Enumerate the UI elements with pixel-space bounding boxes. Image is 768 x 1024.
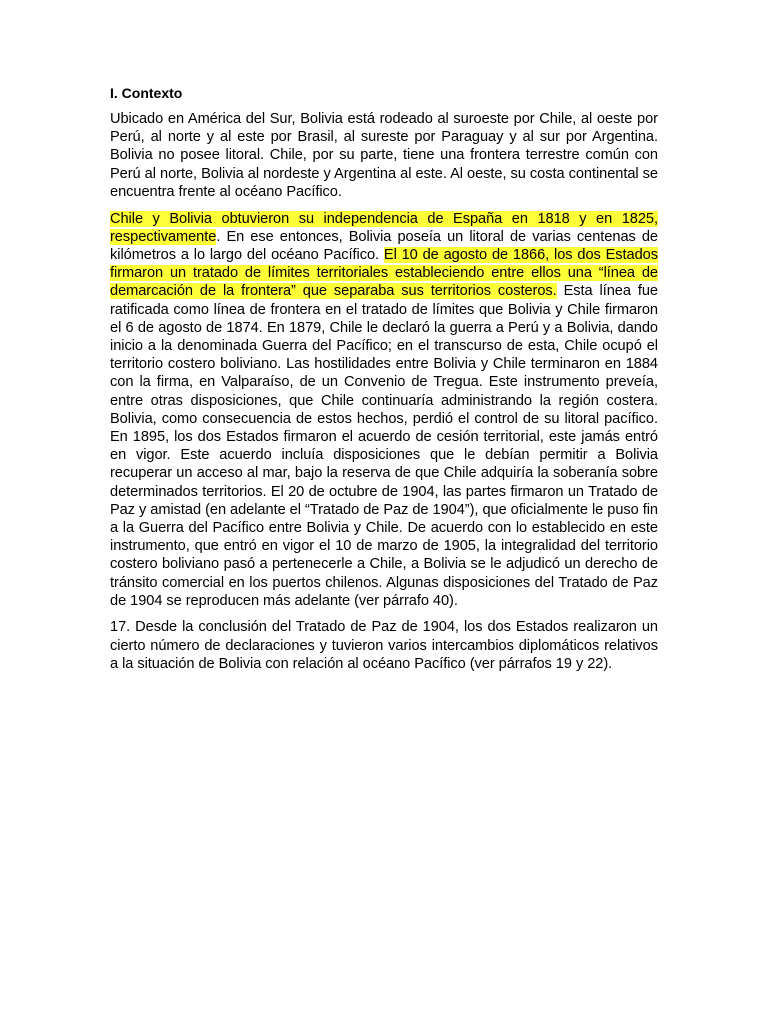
section-heading: I. Contexto xyxy=(110,85,183,101)
paragraph-text: Esta línea fue ratificada como línea de frontera en el tratado de límites que Bolivia y Chile firmaron el 6 de agosto de 1874. En 1879, Chile le declaró la guerra a Perú y a Bolivia, dando inicio a la denominada Guerra del Pacífico; en el transcurso de esta, Chile ocupó el territorio costero boliviano. Las hostilidades entre Bolivia y Chile terminaron en 1884 con la firma, en Valparaíso, de un Convenio de Tregua. Este instrumento preveía, entre otras disposiciones, que Chile continuaría administrando la región costera. Bolivia, como consecuencia de estos hechos, perdió el control de su litoral pacífico. En 1895, los dos Estados firmaron el acuerdo de cesión territorial, este jamás entró en vigor. Este acuerdo incluía disposiciones que le debían permitir a Bolivia recuperar un acceso al mar, bajo la reserva de que Chile adquiría la soberanía sobre determinados territorios. El 20 de octubre de 1904, las partes firmaron un Tratado de Paz y amistad (en adelante el “Tratado de Paz de 1904”), que oficialmente le puso fin a la Guerra del Pacífico entre Bolivia y Chile. De acuerdo con lo establecido en este instrumento, que entró en vigor el 10 de marzo de 1905, la integralidad del territorio costero boliviano pasó a pertenecerle a Chile, a Bolivia se le adjudicó un derecho de tránsito comercial en los puertos chilenos. Algunas disposiciones del Tratado de Paz de 1904 se reproducen más adelante (ver párrafo 40). xyxy=(110,283,658,609)
document-page xyxy=(110,84,658,682)
paragraph-17: 17. Desde la conclusión del Tratado de Paz de 1904, los dos Estados realizaron un cierto número de declaraciones y tuvieron varios intercambios diplomáticos relativos a la situación de Bolivia con relación al océano Pacífico (ver párrafos 19 y 22). xyxy=(110,619,658,672)
highlighted-text-treaty-1866: El 10 de agosto de 1866, los dos Estados firmaron un tratado de límites territoriales estableciendo entre ellos una “línea de demarcación de la frontera” que separaba sus territorios costeros. xyxy=(110,246,658,300)
paragraph-context: Ubicado en América del Sur, Bolivia está rodeado al suroeste por Chile, al oeste por Perú, al norte y al este por Brasil, al sureste por Paraguay y al sur por Argentina. Bolivia no posee litoral. Chile, por su parte, tiene una frontera terrestre común con Perú al norte, Bolivia al nordeste y Argentina al este. Al oeste, su costa continental se encuentra frente al océano Pacífico. xyxy=(110,111,658,200)
paragraph-text: . En ese entonces, Bolivia poseía un litoral de varias centenas de kilómetros a lo largo del océano Pacífico. xyxy=(110,228,658,263)
highlighted-text-independence: Chile y Bolivia obtuvieron su independencia de España en 1818 y en 1825, respectivamente xyxy=(110,210,658,245)
paragraph-history xyxy=(110,210,658,610)
